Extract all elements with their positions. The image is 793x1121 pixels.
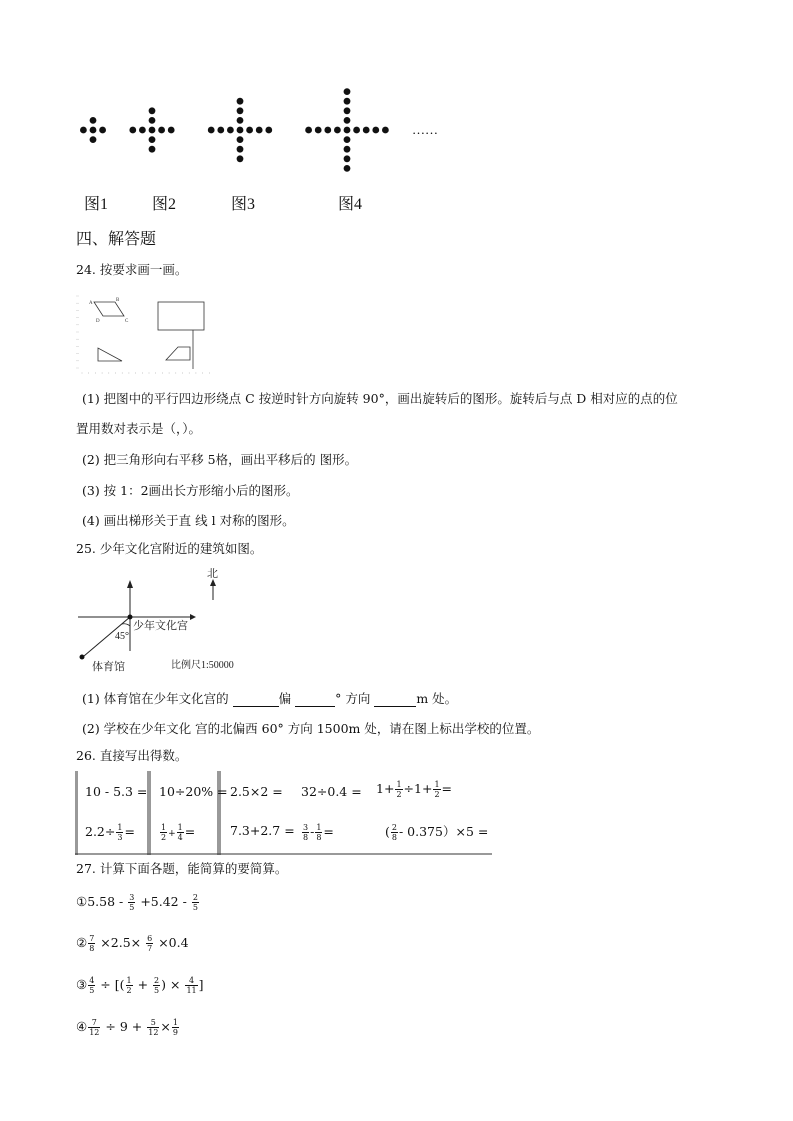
label-d: D [96, 319, 100, 324]
pattern-dot [149, 146, 156, 153]
pattern-dot [80, 127, 87, 134]
pattern-dot [246, 127, 253, 134]
rectangle [158, 302, 204, 330]
q25-item-1 [82, 691, 457, 707]
frac-quarter: $\frac{1}{4}$ [177, 823, 183, 842]
q24-item-2: (2) 把三角形向右平移 5格，画出平移后的 图形。 [82, 452, 358, 467]
frac-three-eighths: $\frac{3}{8}$ [303, 823, 309, 842]
q27-title: 27. 计算下面各题，能简算的要简算。 [76, 861, 288, 876]
calc-r1-c3a: 2.5×2 = [230, 784, 283, 799]
pattern-dot [256, 127, 263, 134]
pattern-dot [227, 127, 234, 134]
q27-expr-3: ③ $\frac{4}{5}$ ÷ [( $\frac{1}{2}$ + $\frac{2}{5}$ ) × $\frac{4}{11}$ ] [76, 976, 204, 995]
pattern-dot [344, 107, 351, 114]
pattern-dot [344, 136, 351, 143]
north-indicator-head [210, 579, 216, 586]
pattern-dot [149, 136, 156, 143]
pattern-dot [382, 127, 389, 134]
q25-blank-distance[interactable] [374, 694, 416, 707]
q25-item-1-part2: 偏 [278, 691, 296, 706]
angle-arc [122, 624, 130, 626]
pattern-dot [149, 127, 156, 134]
pattern-dot [237, 146, 244, 153]
q24-title: 24. 按要求画一画。 [76, 262, 188, 277]
center-label: 少年文化宫 [133, 620, 188, 632]
q27-expr-4: ④ $\frac{7}{12}$ ÷ 9 + $\frac{5}{12}$ × $\frac{1}{9}$ [76, 1018, 178, 1037]
pattern-dot [129, 127, 136, 134]
frac-two-eighths: $\frac{2}{8}$ [391, 823, 397, 842]
calc-r1-c3b: 32÷0.4 = [301, 784, 362, 799]
parallelogram [94, 302, 124, 316]
pattern-dot [90, 136, 97, 143]
q25-item-1-part3: ° 方向 [335, 691, 375, 706]
north-label: 北 [207, 568, 218, 580]
pattern-dot [149, 107, 156, 114]
gym-point [80, 655, 85, 660]
pattern-dot [237, 136, 244, 143]
pattern-dot [363, 127, 370, 134]
pattern-dot [344, 88, 351, 95]
frac-half-a: $\frac{1}{2}$ [396, 780, 402, 799]
pattern-label-2: 图2 [152, 196, 177, 213]
pattern-dot [237, 127, 244, 134]
pattern-dot [90, 117, 97, 124]
frac-one-eighth: $\frac{1}{8}$ [316, 823, 322, 842]
east-arrow [190, 614, 196, 620]
q24-item-1a: (1) 把图中的平行四边形绕点 C 按逆时针方向旋转 90°，画出旋转后的图形。旋转后与点 D 相对应的点的位 [82, 391, 678, 406]
q27-expr-2: ② $\frac{7}{8}$ ×2.5× $\frac{6}{7}$ ×0.4 [76, 934, 189, 953]
pattern-ellipsis: …… [412, 122, 438, 137]
pattern-dot [344, 127, 351, 134]
pattern-label-4: 图4 [338, 196, 363, 213]
label-b: B [116, 298, 120, 303]
pattern-dot [334, 127, 341, 134]
pattern-dot [149, 117, 156, 124]
pattern-dot [237, 98, 244, 105]
calc-r2-c3c: ( $\frac{2}{8}$ - 0.375）×5 = [385, 823, 489, 842]
section-title: 四、解答题 [76, 229, 157, 248]
q25-item-1-part4: m 处。 [416, 691, 458, 706]
calc-r1-c2: 10÷20% = [159, 784, 228, 799]
triangle [98, 348, 122, 361]
frac-half-c: $\frac{1}{2}$ [161, 823, 167, 842]
q25-item-1-part1: (1) 体育馆在少年文化宫的 [82, 691, 233, 706]
q26-calc-table [75, 771, 492, 855]
frac-half-b: $\frac{1}{2}$ [434, 780, 440, 799]
pattern-dot [344, 146, 351, 153]
calc-r2-c2: $\frac{1}{2}$ + $\frac{1}{4}$ = [161, 823, 196, 842]
pattern-dot [353, 127, 360, 134]
q27-expr-1: ①5.58 - $\frac{3}{5}$ +5.42 - $\frac{2}{5}$ [76, 893, 198, 912]
q24-grid-figure [72, 290, 218, 376]
pattern-dot [265, 127, 272, 134]
pattern-dot [208, 127, 215, 134]
center-point [128, 615, 133, 620]
pattern-dot [372, 127, 379, 134]
q24-item-4: (4) 画出梯形关于直 线 l 对称的图形。 [82, 513, 295, 528]
pattern-dot [90, 127, 97, 134]
frac-third: $\frac{1}{3}$ [117, 823, 123, 842]
pattern-label-3: 图3 [231, 196, 256, 213]
q24-item-3: (3) 按 1：2画出长方形缩小后的图形。 [82, 483, 299, 498]
q25-blank-degree[interactable] [295, 694, 335, 707]
pattern-label-1: 图1 [84, 196, 109, 213]
pattern-dot [315, 127, 322, 134]
calc-r2-c3b: $\frac{3}{8}$ - $\frac{1}{8}$ = [303, 823, 334, 842]
dot-pattern-figure [0, 0, 793, 220]
pattern-dot [344, 98, 351, 105]
pattern-dot [168, 127, 175, 134]
q25-title: 25. 少年文化宫附近的建筑如图。 [76, 541, 263, 556]
pattern-dot [99, 127, 106, 134]
q26-title: 26. 直接写出得数。 [76, 748, 188, 763]
pattern-dot [344, 117, 351, 124]
label-c: C [125, 319, 129, 324]
pattern-dot [139, 127, 146, 134]
pattern-dot [344, 155, 351, 162]
pattern-dot [237, 155, 244, 162]
calc-r1-c1: 10 - 5.3 = [85, 784, 148, 799]
gym-label: 体育馆 [92, 661, 125, 673]
angle-label: 45° [115, 631, 129, 642]
north-arrow-axis [127, 580, 133, 588]
pattern-dot [305, 127, 312, 134]
pattern-dot [237, 107, 244, 114]
q25-map-figure [70, 566, 270, 676]
q24-item-1b: 置用数对表示是（，）。 [76, 421, 202, 436]
pattern-dot [237, 117, 244, 124]
scale-label: 比例尺1:50000 [171, 660, 234, 671]
pattern-dot [324, 127, 331, 134]
calc-r1-c3c: 1+ $\frac{1}{2}$ ÷1+ $\frac{1}{2}$ = [376, 780, 453, 799]
q25-item-2: (2) 学校在少年文化 宫的北偏西 60° 方向 1500m 处，请在图上标出学校的位置。 [82, 721, 540, 736]
calc-r2-c1: 2.2÷ $\frac{1}{3}$ = [85, 823, 135, 842]
label-a: A [89, 301, 93, 306]
q25-blank-direction1[interactable] [233, 694, 279, 707]
pattern-dot [344, 165, 351, 172]
pattern-dot [158, 127, 165, 134]
calc-r2-c3a: 7.3+2.7 = [230, 823, 295, 838]
trapezoid [166, 347, 190, 360]
pattern-dot [217, 127, 224, 134]
